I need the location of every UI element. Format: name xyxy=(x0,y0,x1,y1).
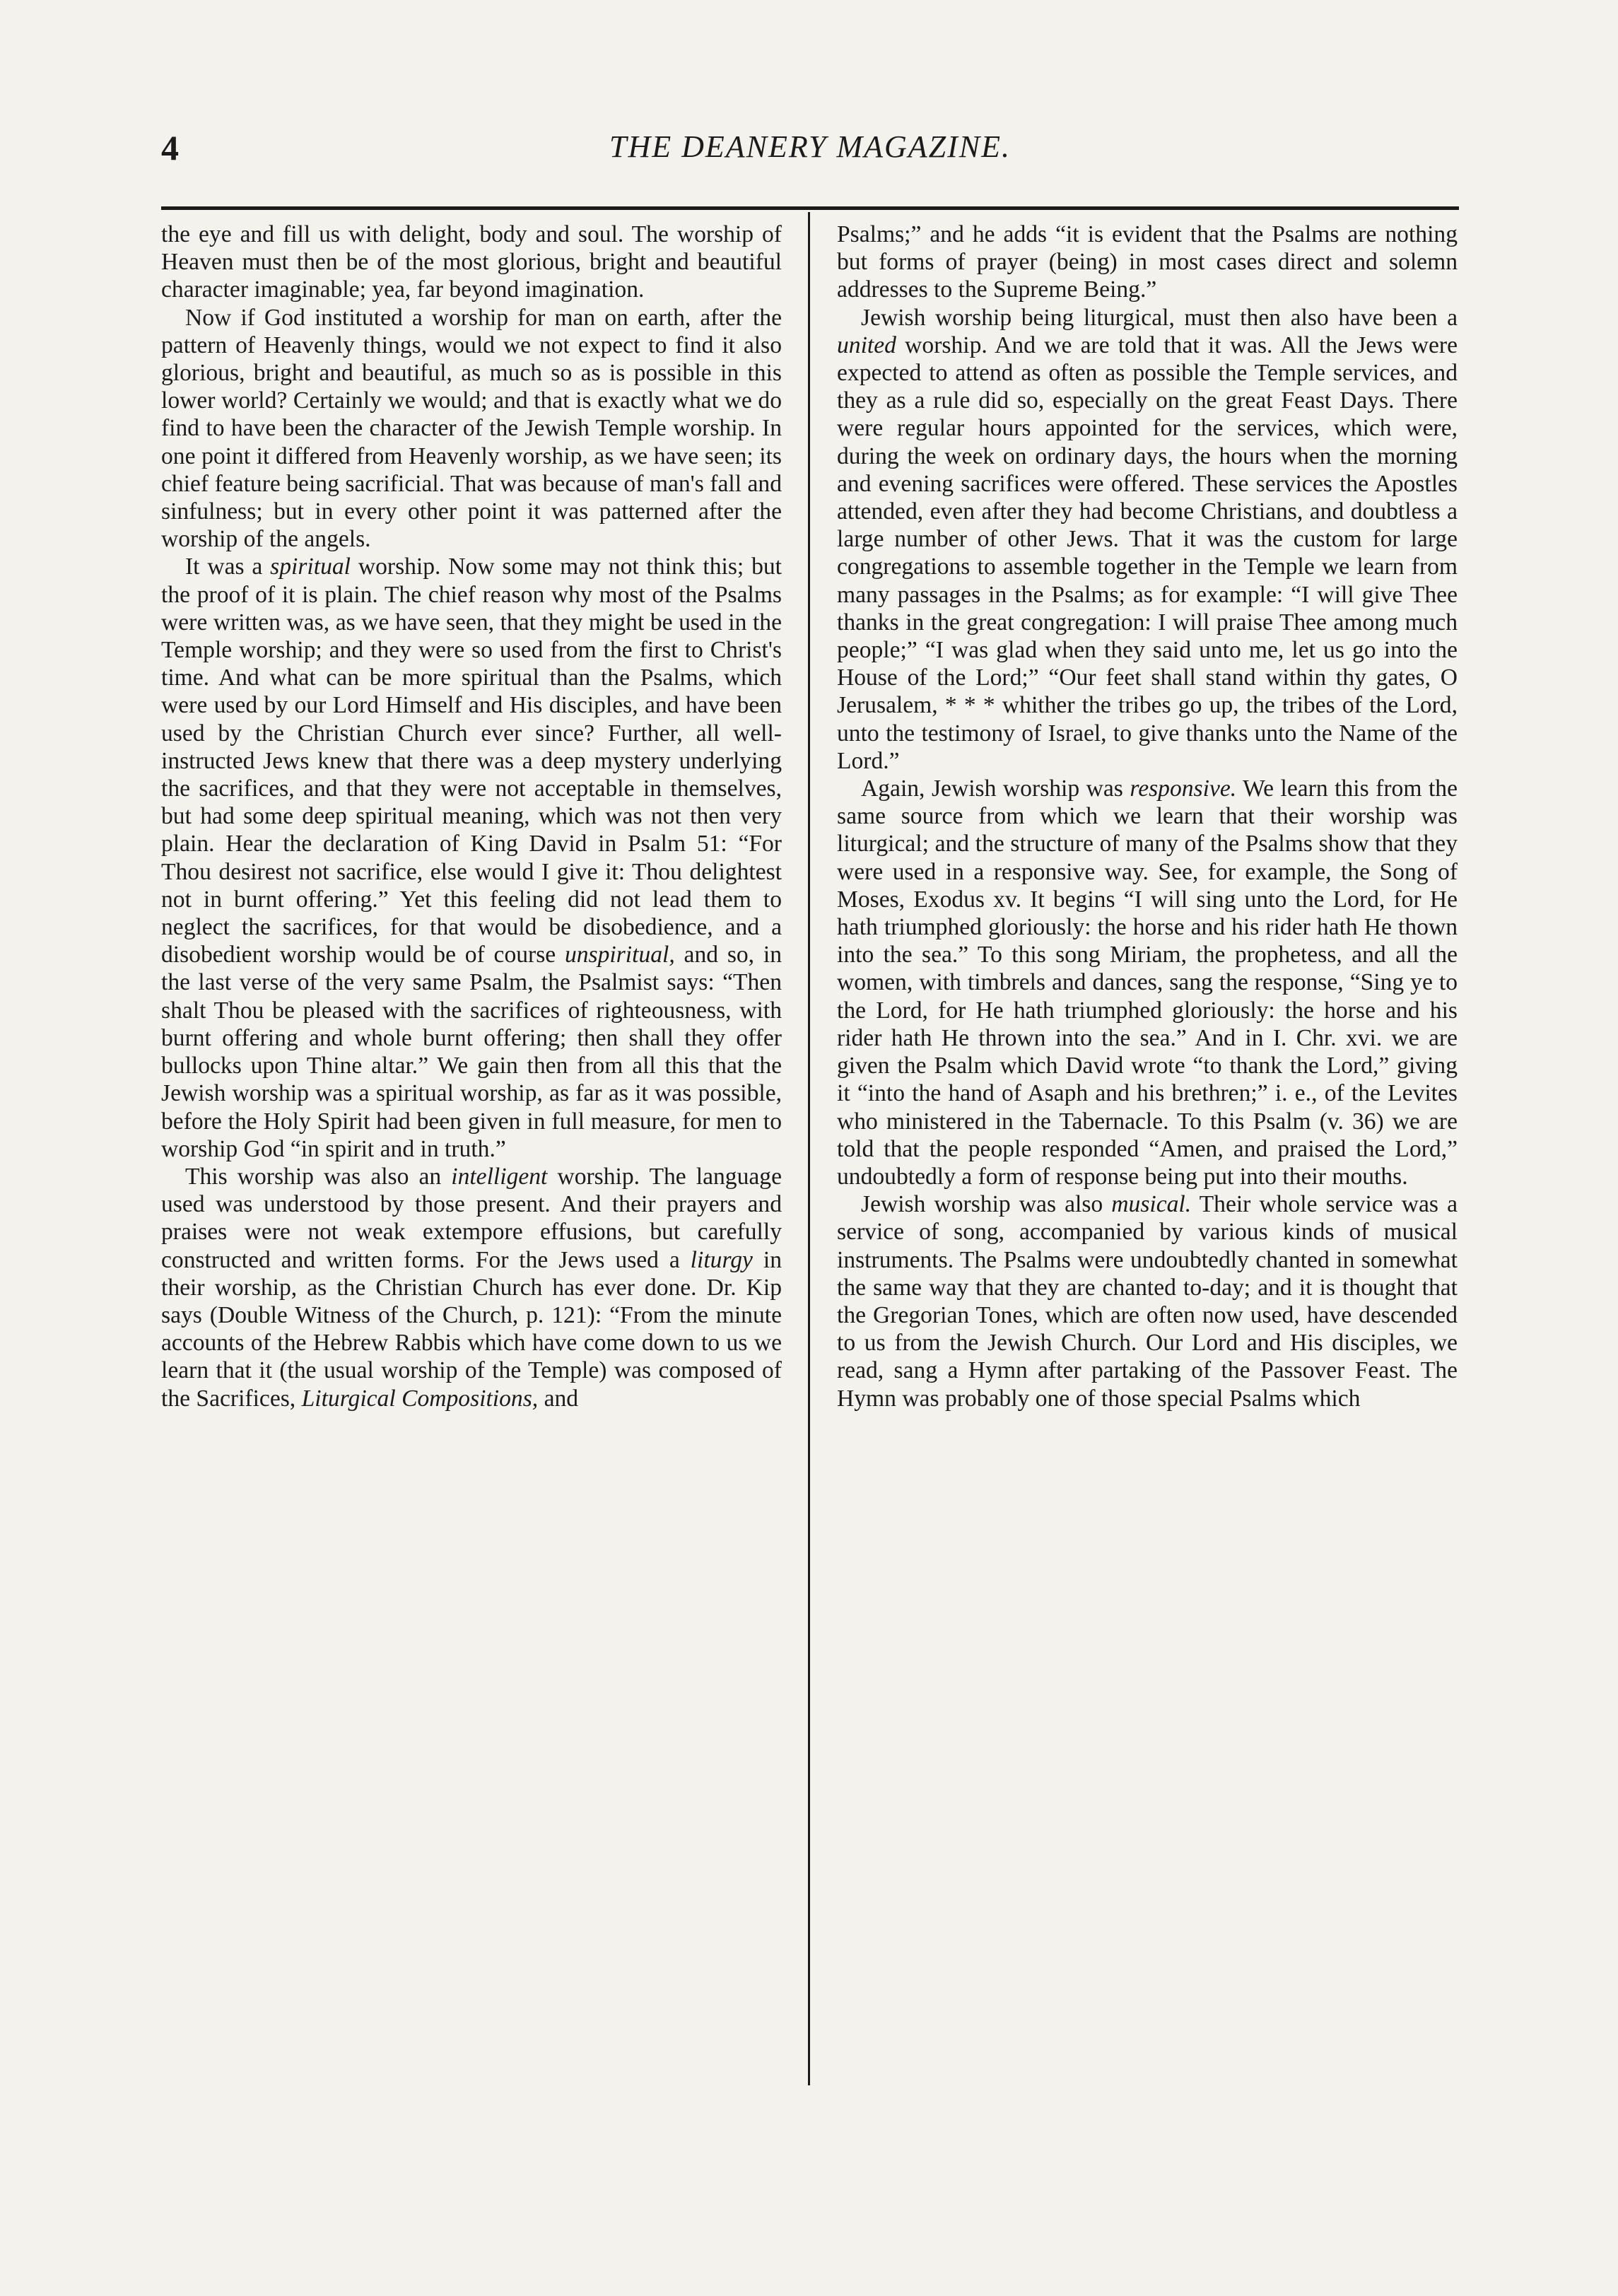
text-run: This worship was also an xyxy=(185,1163,452,1190)
italic-text: responsive. xyxy=(1130,775,1237,802)
italic-text: unspiritual, xyxy=(564,942,675,968)
paragraph xyxy=(161,553,782,1162)
italic-text: Liturgical Compositions, xyxy=(301,1385,539,1412)
paragraph xyxy=(161,221,782,304)
page-number: 4 xyxy=(161,128,179,168)
right-column xyxy=(837,221,1458,2069)
italic-text: intelligent xyxy=(451,1163,548,1190)
text-run: It was a xyxy=(185,554,271,580)
paragraph xyxy=(161,304,782,554)
text-run: Jewish worship being liturgical, must then also have been a xyxy=(861,304,1458,331)
italic-text: musical. xyxy=(1111,1191,1192,1218)
left-column xyxy=(161,221,782,2069)
header-rule xyxy=(161,206,1459,210)
column-divider xyxy=(808,212,810,2085)
text-run: the eye and fill us with delight, body and soul. The worship of Heaven must then be of the most glorious, bright and beautiful character imaginable; yea, far beyond imagination. xyxy=(161,221,782,303)
paragraph xyxy=(837,775,1458,1190)
italic-text: united xyxy=(837,332,896,358)
text-run: and xyxy=(538,1385,579,1412)
text-run: Jewish worship was also xyxy=(861,1191,1112,1218)
paragraph xyxy=(837,221,1458,304)
text-run: Now if God instituted a worship for man on earth, after the pattern of Heavenly things, would we not expect to find it also glorious, bright and beautiful, as much so as is possible in this lower world? Certainly we would; and that is exactly what we do find to have been the character of the Jewish Temple worship. In one point it differed from Heavenly worship, as we have seen; its chief feature being sacrificial. That was because of man's fall and sinfulness; but in every other point it was patterned after the worship of the angels. xyxy=(161,304,782,553)
paragraph xyxy=(837,304,1458,775)
paragraph xyxy=(837,1190,1458,1412)
text-run: Again, Jewish worship was xyxy=(861,775,1130,802)
text-run: and so, in the last verse of the very same Psalm, the Psalmist says: “Then shalt Thou be pleased with the sacrifices of righteousness, with burnt offering and whole burnt offering; then shall they offer bullocks upon Thine altar.” We gain then from all this that the Jewish worship was a spiritual worship, as far as it was possible, before the Holy Spirit had been given in full measure, for men to worship God “in spirit and in truth.” xyxy=(161,942,782,1162)
running-title: THE DEANERY MAGAZINE. xyxy=(609,129,1011,164)
text-run: in their worship, as the Christian Church has ever done. Dr. Kip says (Double Witness of the Church, p. 121): “From the minute accounts of the Hebrew Rabbis which have come down to us we learn that it (the usual worship of the Temple) was composed of the Sacrifices, xyxy=(161,1246,782,1412)
text-run: worship. The language used was understood by those present. And their prayers and praises were not weak extempore effusions, but carefully constructed and written forms. For the Jews used a xyxy=(161,1163,782,1273)
page-header xyxy=(161,124,1459,188)
text-run: worship. And we are told that it was. All the Jews were expected to attend as often as possible the Temple services, and they as a rule did so, especially on the great Feast Days. There were regular hours appointed for the services, which were, during the week on ordinary days, the hours when the morning and evening sacrifices were offered. These services the Apostles attended, even after they had become Christians, and doubtless a large number of other Jews. That it was the custom for large congregations to assemble together in the Temple we learn from many passages in the Psalms; as for example: “I will give Thee thanks in the great congregation: I will praise Thee among much people;” “I was glad when they said unto me, let us go into the House of the Lord;” “Our feet shall stand within thy gates, O Jerusalem, * * * whither the tribes go up, the tribes of the Lord, unto the testimony of Israel, to give thanks unto the Name of the Lord.” xyxy=(837,332,1458,774)
text-run: worship. Now some may not think this; but the proof of it is plain. The chief reason why most of the Psalms were written was, as we have seen, that they might be used in the Temple worship; and they were so used from the first to Christ's time. And what can be more spiritual than the Psalms, which were used by our Lord Himself and His disciples, and have been used by the Christian Church ever since? Further, all well-instructed Jews knew that there was a deep mystery underlying the sacrifices, and that they were not acceptable in themselves, but had some deep spiritual meaning, which was not then very plain. Hear the declaration of King David in Psalm 51: “For Thou desirest not sacrifice, else would I give it: Thou delightest not in burnt offering.” Yet this feeling did not lead them to neglect the sacrifices, for that would be disobedience, and a disobedient worship would be of course xyxy=(161,554,782,968)
text-run: Their whole service was a service of song, accompanied by various kinds of musical instruments. The Psalms were undoubtedly chanted in somewhat the same way that they are chanted to-day; and it is thought that the Gregorian Tones, which are often now used, have descended to us from the Jewish Church. Our Lord and His disciples, we read, sang a Hymn after partaking of the Passover Feast. The Hymn was probably one of those special Psalms which xyxy=(837,1191,1458,1412)
text-run: Psalms;” and he adds “it is evident that the Psalms are nothing but forms of prayer (being) in most cases direct and solemn addresses to the Supreme Being.” xyxy=(837,221,1458,303)
italic-text: spiritual xyxy=(270,554,351,580)
paragraph xyxy=(161,1163,782,1412)
italic-text: liturgy xyxy=(690,1246,753,1273)
text-run: We learn this from the same source from which we learn that their worship was liturgical; and the structure of many of the Psalms show that they were used in a responsive way. See, for example, the Song of Moses, Exodus xv. It begins “I will sing unto the Lord, for He hath triumphed gloriously: the horse and his rider hath He thown into the sea.” To this song Miriam, the prophetess, and all the women, with timbrels and dances, sang the response, “Sing ye to the Lord, for He hath triumphed gloriously: the horse and his rider hath He thrown into the sea.” And in I. Chr. xvi. we are given the Psalm which David wrote “to thank the Lord,” giving it “into the hand of Asaph and his brethren;” i. e., of the Levites who ministered in the Tabernacle. To this Psalm (v. 36) we are told that the people responded “Amen, and praised the Lord,” undoubtedly a form of response being put into their mouths. xyxy=(837,775,1458,1190)
